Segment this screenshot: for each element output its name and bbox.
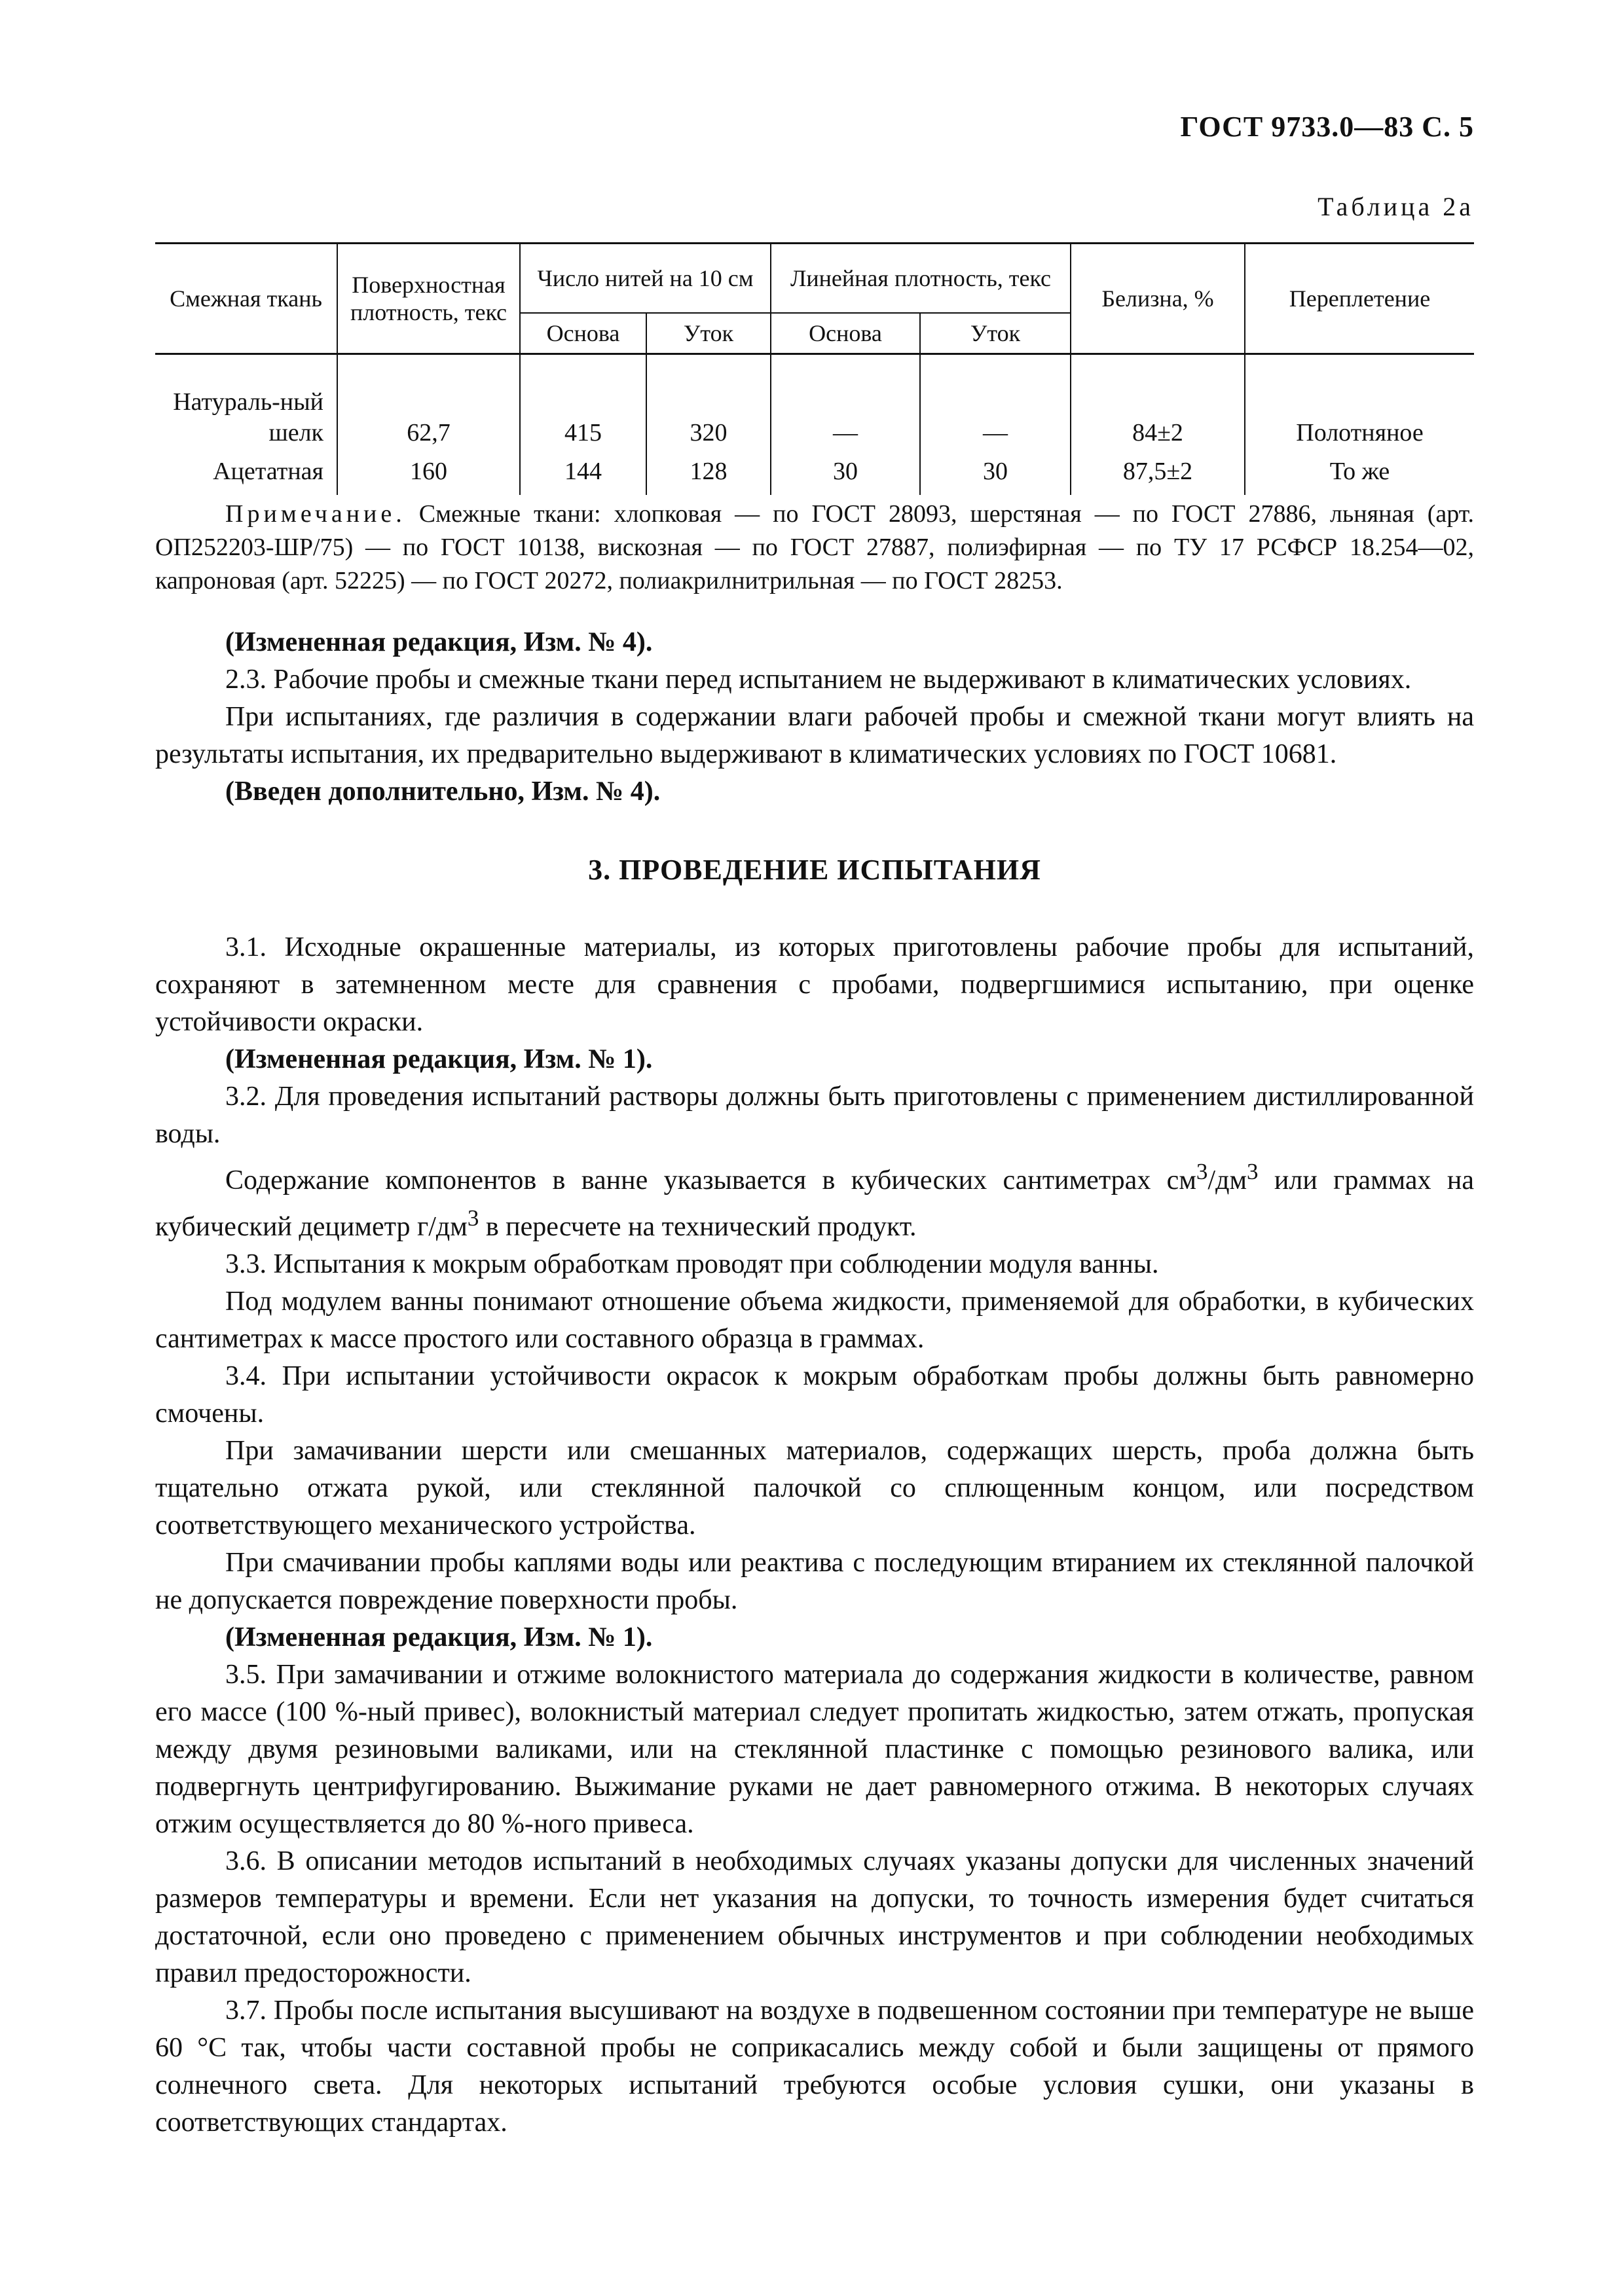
cell-weft-count: 128 (646, 448, 771, 495)
cell-warp-linear: — (771, 354, 920, 448)
data-table (155, 242, 1474, 495)
cell-surface-density: 62,7 (337, 354, 520, 448)
col-header-weave: Переплетение (1245, 244, 1474, 354)
amendment-note: (Измененная редакция, Изм. № 1). (225, 1622, 653, 1652)
col-header-weft: Уток (646, 313, 771, 354)
amendment-note: (Измененная редакция, Изм. № 4). (225, 627, 653, 657)
col-header-whiteness: Белизна, % (1071, 244, 1245, 354)
body-text (155, 498, 1474, 2141)
table-row (155, 354, 1474, 448)
col-header-warp: Основа (771, 313, 920, 354)
paragraph-3-1: 3.1. Исходные окрашенные материалы, из которых приготовлены рабочие пробы для испытаний, сохраняют в затемненном месте для сравнения с пробами, подвергшимися испытанию, при оценке устойчивости окраски. (155, 932, 1474, 1037)
cell-whiteness: 87,5±2 (1071, 448, 1245, 495)
paragraph-3-2: 3.2. Для проведения испытаний растворы должны быть приготовлены с применением дистиллированной воды. (155, 1082, 1474, 1149)
section-title: 3. ПРОВЕДЕНИЕ ИСПЫТАНИЯ (588, 854, 1041, 886)
cell-weft-count: 320 (646, 354, 771, 448)
paragraph-3-6: 3.6. В описании методов испытаний в необходимых случаях указаны допуски для численных значений размеров температуры и времени. Если нет указания на допуски, то точность измерения будет считаться достаточной, если оно проведено с применением обычных инструментов и при соблюдении необходимых правил предосторожности. (155, 1846, 1474, 1988)
cell-warp-linear: 30 (771, 448, 920, 495)
note-label: Примечание. (225, 500, 406, 528)
paragraph-3-3-cont: Под модулем ванны понимают отношение объема жидкости, применяемой для обработки, в кубических сантиметрах к массе простого или составного образца в граммах. (155, 1286, 1474, 1354)
cell-weave: Полотняное (1245, 354, 1474, 448)
paragraph-2-3: 2.3. Рабочие пробы и смежные ткани перед испытанием не выдерживают в климатических условиях. (225, 665, 1412, 695)
cell-weft-linear: — (920, 354, 1071, 448)
cell-warp-count: 144 (520, 448, 646, 495)
paragraph-3-5: 3.5. При замачивании и отжиме волокнистого материала до содержания жидкости в количестве, равном его массе (100 %-ный привес), волокнистый материал следует пропитать жидкостью, затем отжать, пропуская между двумя резиновыми валиками, или на стеклянной пластинке с помощью резинового валика, или подвергнуть центрифугированию. Выжимание руками не дает равномерного отжима. В некоторых случаях отжим осуществляется до 80 %-ного привеса. (155, 1660, 1474, 1839)
cell-weave: То же (1245, 448, 1474, 495)
table-note (155, 498, 1474, 598)
cell-whiteness: 84±2 (1071, 354, 1245, 448)
cell-fabric: Натураль-ный шелк (155, 354, 337, 448)
running-head: ГОСТ 9733.0—83 С. 5 (1180, 111, 1474, 143)
col-header-fabric: Смежная ткань (155, 244, 337, 354)
paragraph-3-4-cont: При смачивании пробы каплями воды или реактива с последующим втиранием их стеклянной палочкой не допускается повреждение поверхности пробы. (155, 1548, 1474, 1615)
col-header-surface-density: Поверхностная плотность, текс (337, 244, 520, 354)
paragraph-3-2-cont: Содержание компонентов в ванне указывается в кубических сантиметрах $см^3/дм^3$ или граммах на кубический дециметр $г/дм^3$ в пересчете на технический продукт. (155, 1159, 1474, 1242)
paragraph-3-3: 3.3. Испытания к мокрым обработкам проводят при соблюдении модуля ванны. (225, 1249, 1159, 1279)
table-row (155, 448, 1474, 495)
col-header-linear-density: Линейная плотность, текс (771, 244, 1071, 314)
table-caption: Таблица 2а (1318, 192, 1474, 221)
paragraph-3-4: 3.4. При испытании устойчивости окрасок к мокрым обработкам пробы должны быть равномерно смочены. (155, 1361, 1474, 1429)
cell-warp-count: 415 (520, 354, 646, 448)
cell-fabric: Ацетатная (155, 448, 337, 495)
col-header-weft: Уток (920, 313, 1071, 354)
cell-surface-density: 160 (337, 448, 520, 495)
cell-weft-linear: 30 (920, 448, 1071, 495)
col-header-warp: Основа (520, 313, 646, 354)
paragraph-3-4-cont: При замачивании шерсти или смешанных материалов, содержащих шерсть, проба должна быть тщательно отжата рукой, или стеклянной палочкой со сплющенным концом, или посредством соответствующего механического устройства. (155, 1436, 1474, 1540)
note-text: Смежные ткани: хлопковая — по ГОСТ 28093, шерстяная — по ГОСТ 27886, льняная (арт. ОП252203-ШР/75) — по ГОСТ 10138, вискозная — по ГОСТ 27887, полиэфирная — по ТУ 17 РСФСР 18.254—02, капроновая (арт. 52225) — по ГОСТ 20272, полиакрилнитрильная — по ГОСТ 28253. (155, 500, 1475, 594)
col-header-thread-count: Число нитей на 10 см (520, 244, 771, 314)
amendment-note: (Введен дополнительно, Изм. № 4). (225, 776, 661, 807)
paragraph-3-7: 3.7. Пробы после испытания высушивают на воздухе в подвешенном состоянии при температуре не выше 60 °С так, чтобы части составной пробы не соприкасались между собой и были защищены от прямого солнечного света. Для некоторых испытаний требуются особые условия сушки, они указаны в соответствующих стандартах. (155, 1995, 1474, 2138)
amendment-note: (Измененная редакция, Изм. № 1). (225, 1044, 653, 1074)
paragraph-2-3-cont: При испытаниях, где различия в содержании влаги рабочей пробы и смежной ткани могут влиять на результаты испытания, их предварительно выдерживают в климатических условиях по ГОСТ 10681. (155, 702, 1474, 769)
